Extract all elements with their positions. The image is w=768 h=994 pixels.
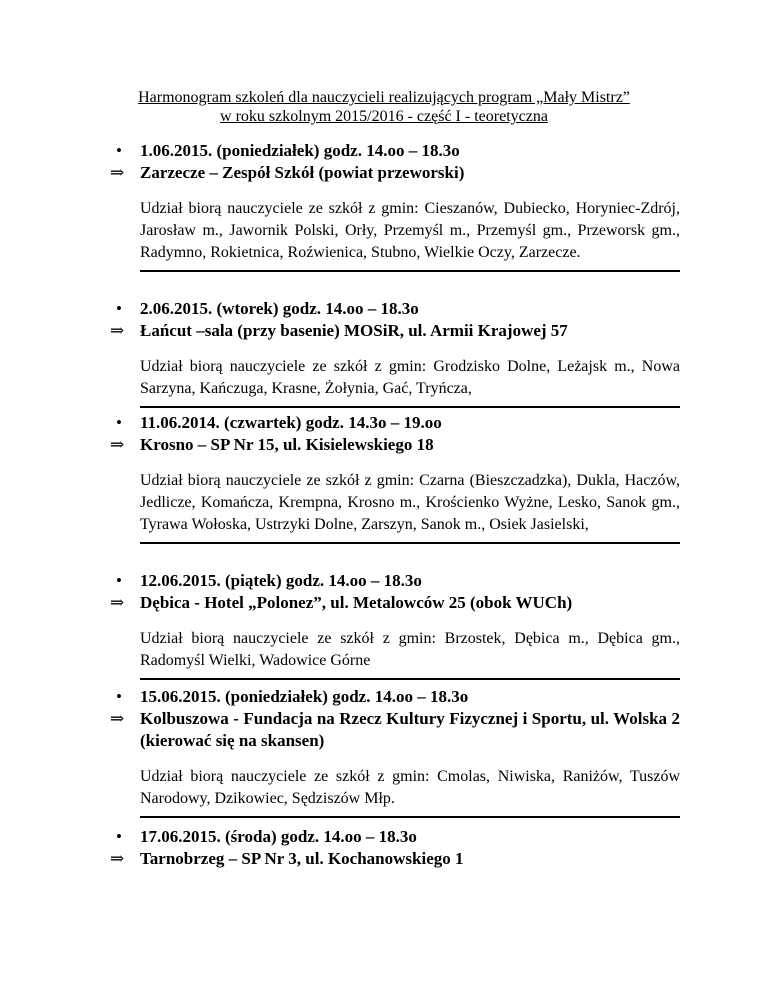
document-title (0, 88, 768, 126)
entry-place (110, 320, 680, 342)
bullet-icon: • (116, 687, 122, 706)
entry-place (110, 434, 680, 456)
entry-date-text: 12.06.2015. (piątek) godz. 14.oo – 18.3o (140, 571, 422, 590)
bullet-icon: • (116, 827, 122, 846)
schedule-entry (110, 570, 680, 680)
title-line-2: w roku szkolnym 2015/2016 - część I - teoretyczna (220, 108, 548, 125)
entry-place-text: Łańcut –sala (przy basenie) MOSiR, ul. Armii Krajowej 57 (140, 321, 568, 340)
entry-date-text: 2.06.2015. (wtorek) godz. 14.oo – 18.3o (140, 299, 419, 318)
bullet-icon: • (116, 571, 122, 590)
entry-date-text: 15.06.2015. (poniedziałek) godz. 14.oo – 18.3o (140, 687, 469, 706)
entry-place (110, 162, 680, 184)
schedule-entry (110, 412, 680, 544)
title-line-1: Harmonogram szkoleń dla nauczycieli realizujących program „Mały Mistrz” (138, 89, 630, 106)
entry-place (110, 708, 680, 752)
entry-date (110, 412, 680, 434)
entry-date-text: 17.06.2015. (środa) godz. 14.oo – 18.3o (140, 827, 417, 846)
entry-place (110, 592, 680, 614)
entry-place (110, 848, 680, 870)
entry-description: Udział biorą nauczyciele ze szkół z gmin: Czarna (Bieszczadzka), Dukla, Haczów, Jedlicze, Komańcza, Krempna, Krosno m., Krościenko Wyżne, Lesko, Sanok gm., Tyrawa Wołoska, Ustrzyki Dolne, Zarszyn, Sanok m., Osiek Jasielski, (140, 470, 680, 544)
entry-description: Udział biorą nauczyciele ze szkół z gmin: Grodzisko Dolne, Leżajsk m., Nowa Sarzyna, Kańczuga, Krasne, Żołynia, Gać, Tryńcza, (140, 356, 680, 408)
entry-date (110, 686, 680, 708)
arrow-right-icon: ⇒ (110, 593, 125, 612)
entry-place-text: Krosno – SP Nr 15, ul. Kisielewskiego 18 (140, 435, 434, 454)
schedule-entry (110, 298, 680, 408)
entry-date (110, 826, 680, 848)
entry-date (110, 298, 680, 320)
schedule-entry (110, 686, 680, 818)
entry-date (110, 570, 680, 592)
arrow-right-icon: ⇒ (110, 321, 125, 340)
entry-date-text: 11.06.2014. (czwartek) godz. 14.3o – 19.oo (140, 413, 442, 432)
entry-description: Udział biorą nauczyciele ze szkół z gmin: Cieszanów, Dubiecko, Horyniec-Zdrój, Jarosław m., Jawornik Polski, Orły, Przemyśl m., Przemyśl gm., Przeworsk gm., Radymno, Rokietnica, Roźwienica, Stubno, Wielkie Oczy, Zarzecze. (140, 198, 680, 272)
entry-description: Udział biorą nauczyciele ze szkół z gmin: Cmolas, Niwiska, Raniżów, Tuszów Narodowy, Dzikowiec, Sędziszów Młp. (140, 766, 680, 818)
entry-description: Udział biorą nauczyciele ze szkół z gmin: Brzostek, Dębica m., Dębica gm., Radomyśl Wielki, Wadowice Górne (140, 628, 680, 680)
arrow-right-icon: ⇒ (110, 435, 125, 454)
arrow-right-icon: ⇒ (110, 163, 125, 182)
arrow-right-icon: ⇒ (110, 849, 125, 868)
arrow-right-icon: ⇒ (110, 709, 125, 728)
bullet-icon: • (116, 299, 122, 318)
bullet-icon: • (116, 141, 122, 160)
entry-place-text: Dębica - Hotel „Polonez”, ul. Metalowców 25 (obok WUCh) (140, 593, 573, 612)
entry-place-text: Zarzecze – Zespół Szkół (powiat przeworski) (140, 163, 465, 182)
entry-place-text: Kolbuszowa - Fundacja na Rzecz Kultury Fizycznej i Sportu, ul. Wolska 2 (kierować się na skansen) (140, 709, 680, 750)
bullet-icon: • (116, 413, 122, 432)
entry-place-text: Tarnobrzeg – SP Nr 3, ul. Kochanowskiego 1 (140, 849, 464, 868)
schedule-entry (110, 140, 680, 272)
entry-date (110, 140, 680, 162)
entry-date-text: 1.06.2015. (poniedziałek) godz. 14.oo – 18.3o (140, 141, 460, 160)
schedule-entry (110, 826, 680, 870)
